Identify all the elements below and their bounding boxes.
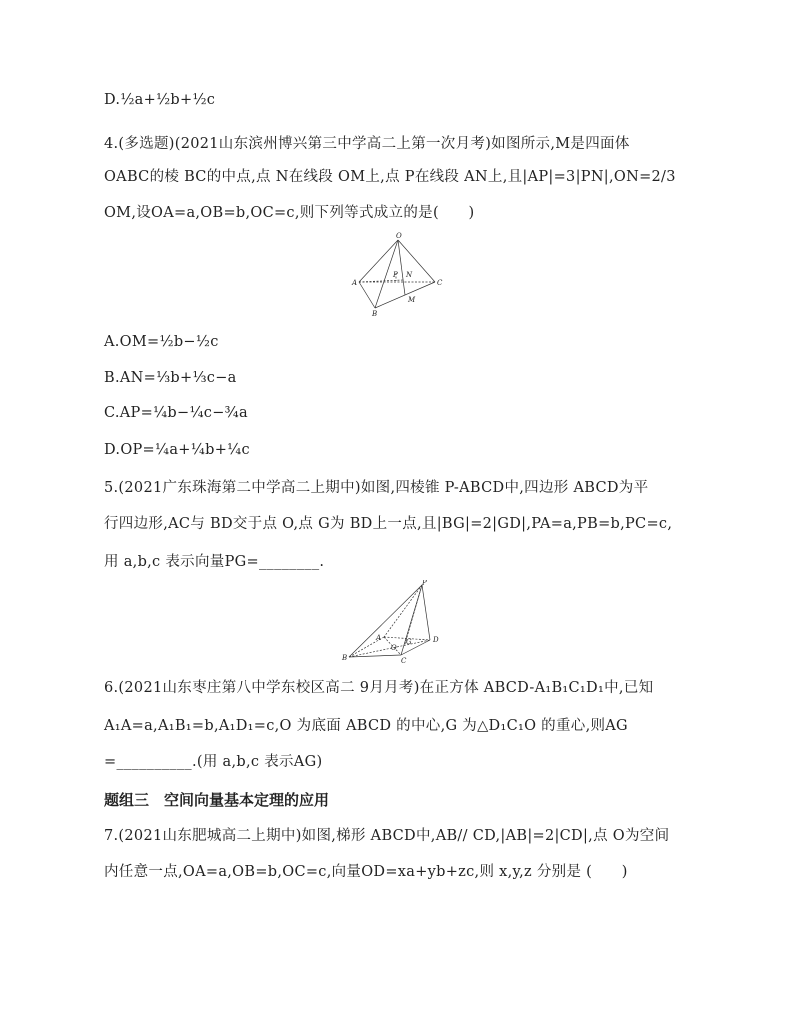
tetrahedron-svg	[350, 232, 450, 322]
line-5: B.AN=⅓b+⅓c−a	[104, 370, 237, 386]
line-3: OM,设OA=a,OB=b,OC=c,则下列等式成立的是( )	[104, 205, 475, 221]
fig2-label-b: B	[342, 654, 348, 662]
fig2-label-o: O	[391, 644, 397, 652]
section-heading: 题组三 空间向量基本定理的应用	[104, 791, 330, 809]
tetrahedron-figure	[350, 232, 450, 322]
line-2: OABC的棱 BC的中点,点 N在线段 OM上,点 P在线段 AN上,且|AP|=3|PN|,ON=2/3	[104, 169, 676, 185]
pyramid-svg	[338, 580, 458, 665]
line-10: 用 a,b,c 表示向量PG=________.	[104, 554, 325, 570]
fig2-label-c: C	[401, 657, 407, 665]
line-11: 6.(2021山东枣庄第八中学东校区高二 9月月考)在正方体 ABCD-A₁B₁C₁D₁中,已知	[104, 680, 654, 696]
pyramid-figure	[338, 580, 458, 665]
line-1: 4.(多选题)(2021山东滨州博兴第三中学高二上第一次月考)如图所示,M是四面体	[104, 136, 630, 152]
line-6: C.AP=¼b−¼c−¾a	[104, 405, 248, 421]
fig1-label-c: C	[437, 279, 443, 287]
line-8: 5.(2021广东珠海第二中学高二上期中)如图,四棱锥 P-ABCD中,四边形 ABCD为平	[104, 480, 649, 496]
line-9: 行四边形,AC与 BD交于点 O,点 G为 BD上一点,且|BG|=2|GD|,PA=a,PB=b,PC=c,	[104, 516, 673, 532]
fig2-label-g: G	[406, 638, 412, 646]
fig1-label-p: P	[393, 271, 398, 279]
line-7: D.OP=¼a+¼b+¼c	[104, 442, 250, 458]
fig1-label-a: A	[352, 279, 358, 287]
fig1-label-o: O	[396, 232, 402, 240]
line-15: 内任意一点,OA=a,OB=b,OC=c,向量OD=xa+yb+zc,则 x,y,z 分别是 ( )	[104, 864, 628, 880]
fig2-label-p: P	[422, 580, 427, 587]
line-13: =__________.(用 a,b,c 表示AG)	[104, 754, 323, 770]
line-4: A.OM=½b−½c	[104, 334, 219, 350]
fig2-label-a: A	[376, 634, 382, 642]
fig1-label-m: M	[408, 296, 416, 304]
line-14: 7.(2021山东肥城高二上期中)如图,梯形 ABCD中,AB// CD,|AB|=2|CD|,点 O为空间	[104, 828, 670, 844]
line-12: A₁A=a,A₁B₁=b,A₁D₁=c,O 为底面 ABCD 的中心,G 为△D₁C₁O 的重心,则AG	[104, 718, 628, 734]
fig2-label-d: D	[433, 636, 439, 644]
fig1-label-n: N	[406, 271, 413, 279]
fig1-label-b: B	[372, 310, 378, 318]
line-0: D.½a+½b+½c	[104, 92, 216, 108]
